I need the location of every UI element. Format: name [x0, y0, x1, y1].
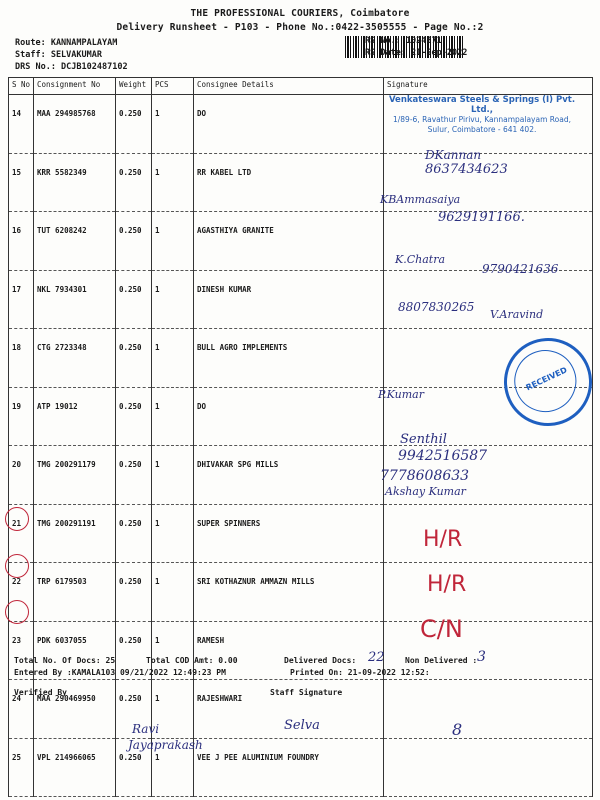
row-sno: 21 [9, 504, 34, 563]
red-circle-24 [5, 554, 29, 578]
handwritten-verifier: Ravi [132, 722, 160, 736]
status-hr-24: H/R [427, 572, 467, 597]
row-pcs: 1 [152, 680, 194, 739]
row-consignment: MAA 294985768 [34, 95, 116, 154]
handwritten-name-21: Senthil [400, 432, 447, 447]
row-weight: 0.250 [116, 504, 152, 563]
row-pcs: 1 [152, 95, 194, 154]
table-row [9, 504, 593, 563]
handwritten-name-22: Akshay Kumar [385, 485, 466, 498]
row-consignee: AGASTHIYA GRANITE [194, 212, 384, 271]
handwritten-verifier-name: Jayaprakash [128, 738, 203, 752]
row-sno: 19 [9, 387, 34, 446]
row-pcs: 1 [152, 446, 194, 505]
table-row [9, 446, 593, 505]
staff-label: Staff: SELVAKUMAR [15, 50, 102, 60]
status-hr-23: H/R [423, 527, 463, 552]
entered-by: Entered By :KAMALA103 09/21/2022 12:49:23 PM [14, 668, 226, 677]
drs-number: DRS No.: DCJB102487102 [15, 62, 128, 72]
row-consignment: PDK 6037055 [34, 621, 116, 680]
verified-by-label: Verified By [14, 688, 67, 697]
company-stamp [382, 95, 582, 135]
row-weight: 0.250 [116, 270, 152, 329]
table-row [9, 738, 593, 797]
row-weight: 0.250 [116, 95, 152, 154]
handwritten-staff-signature: Selva [284, 718, 320, 733]
row-sno: 24 [9, 680, 34, 739]
row-consignment: CTG 2723348 [34, 329, 116, 388]
handwritten-phone-21: 9942516587 [398, 448, 488, 464]
row-sno: 20 [9, 446, 34, 505]
handwritten-name-20: P.Kumar [378, 388, 424, 401]
row-consignee: BULL AGRO IMPLEMENTS [194, 329, 384, 388]
row-consignment: TRP 6179503 [34, 563, 116, 622]
stamp-received-text: RECEIVED [524, 365, 569, 393]
row-weight: 0.250 [116, 212, 152, 271]
row-weight: 0.250 [116, 153, 152, 212]
handwritten-phone-17: 9790421636 [482, 262, 559, 276]
row-consignment: TMG 200291179 [34, 446, 116, 505]
printed-on: Printed On: 21-09-2022 12:52: [290, 668, 430, 677]
col-weight: Weight [116, 78, 152, 95]
col-sno: S No [9, 78, 34, 95]
total-cod: Total COD Amt: 0.00 [146, 656, 238, 665]
rs-number: RS No.: 1024871 [365, 36, 442, 46]
row-pcs: 1 [152, 212, 194, 271]
row-sno: 25 [9, 738, 34, 797]
handwritten-phone-15: 8637434623 [425, 162, 508, 177]
table-row [9, 387, 593, 446]
red-circle-23 [5, 507, 29, 531]
handwritten-non-delivered-count: 3 [477, 649, 486, 665]
non-delivered-label: Non Delivered : [405, 656, 478, 665]
stamp-company-name: Venkateswara Steels & Springs (I) Pvt. Ltd., [388, 95, 576, 115]
handwritten-name-18: V.Aravind [490, 308, 544, 321]
route-label: Route: KANNAMPALAYAM [15, 38, 118, 48]
table-row [9, 563, 593, 622]
row-consignment: MAA 290469950 [34, 680, 116, 739]
row-pcs: 1 [152, 504, 194, 563]
row-sno: 23 [9, 621, 34, 680]
row-sno: 15 [9, 153, 34, 212]
rs-date: RS Date: 21-Sep-2022 [365, 48, 468, 58]
row-pcs: 1 [152, 329, 194, 388]
row-consignment: NKL 7934301 [34, 270, 116, 329]
row-pcs: 1 [152, 563, 194, 622]
row-pcs: 1 [152, 738, 194, 797]
row-consignment: VPL 214966065 [34, 738, 116, 797]
handwritten-delivered-count: 22 [368, 650, 385, 665]
stamp-address-line1: 1/89-6, Ravathur Pirivu, Kannampalayam Road, [392, 115, 571, 124]
row-sno: 16 [9, 212, 34, 271]
row-consignment: KRR 5582349 [34, 153, 116, 212]
company-title: THE PROFESSIONAL COURIERS, Coimbatore [190, 8, 410, 19]
row-consignee: DO [194, 387, 384, 446]
row-sno: 22 [9, 563, 34, 622]
handwritten-phone-18: 8807830265 [398, 300, 475, 314]
stamp-address-line2: Sulur, Coimbatore - 641 402. [427, 125, 537, 134]
handwritten-phone-16: 9629191166. [438, 210, 525, 225]
handwritten-phone-22: 7778608633 [380, 468, 470, 484]
staff-signature-label: Staff Signature [270, 688, 343, 697]
handwritten-name-17: K.Chatra [395, 253, 446, 266]
row-weight: 0.250 [116, 446, 152, 505]
col-consignee: Consignee Details [194, 78, 384, 95]
delivered-docs-label: Delivered Docs: [284, 656, 357, 665]
row-weight: 0.250 [116, 387, 152, 446]
row-weight: 0.250 [116, 738, 152, 797]
row-pcs: 1 [152, 270, 194, 329]
row-sno: 18 [9, 329, 34, 388]
total-docs: Total No. Of Docs: 25 [14, 656, 116, 665]
runsheet-subtitle: Delivery Runsheet - P103 - Phone No.:0422-3505555 - Page No.:2 [116, 22, 484, 33]
row-signature [384, 504, 593, 563]
row-sno: 17 [9, 270, 34, 329]
row-pcs: 1 [152, 387, 194, 446]
handwritten-name-15: DKannan [425, 148, 482, 162]
row-pcs: 1 [152, 621, 194, 680]
table-header [9, 78, 593, 95]
row-consignee: DHIVAKAR SPG MILLS [194, 446, 384, 505]
handwritten-name-16: KBAmmasaiya [380, 193, 461, 206]
row-weight: 0.250 [116, 563, 152, 622]
row-signature [384, 680, 593, 739]
row-weight: 0.250 [116, 680, 152, 739]
row-consignee: SUPER SPINNERS [194, 504, 384, 563]
row-consignment: TMG 200291191 [34, 504, 116, 563]
row-consignee: VEE J PEE ALUMINIUM FOUNDRY [194, 738, 384, 797]
row-consignee: RAJESHWARI [194, 680, 384, 739]
col-consignment: Consignment No [34, 78, 116, 95]
row-consignee: RR KABEL LTD [194, 153, 384, 212]
row-consignee: SRI KOTHAZNUR AMMAZN MILLS [194, 563, 384, 622]
row-weight: 0.250 [116, 329, 152, 388]
row-consignment: ATP 19012 [34, 387, 116, 446]
handwritten-page-mark: 8 [452, 720, 463, 739]
row-signature [384, 738, 593, 797]
row-weight: 0.250 [116, 621, 152, 680]
red-circle-25 [5, 600, 29, 624]
row-signature [384, 563, 593, 622]
col-pcs: PCS [152, 78, 194, 95]
col-signature: Signature [384, 78, 593, 95]
status-cn-25: C/N [420, 615, 463, 643]
row-consignment: TUT 6208242 [34, 212, 116, 271]
row-sno: 14 [9, 95, 34, 154]
row-pcs: 1 [152, 153, 194, 212]
row-consignee: DO [194, 95, 384, 154]
row-consignee: DINESH KUMAR [194, 270, 384, 329]
row-consignee: RAMESH [194, 621, 384, 680]
